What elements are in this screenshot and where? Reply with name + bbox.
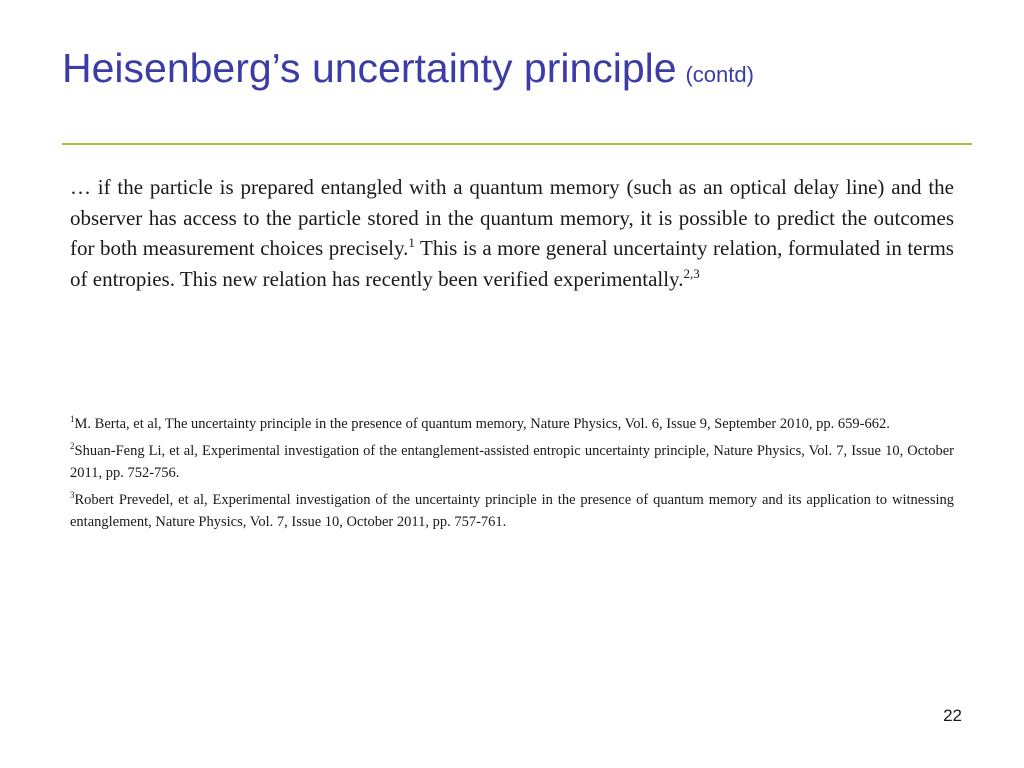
reference-marker: 1 <box>70 414 75 425</box>
body-paragraph <box>70 172 954 294</box>
reference-marker: 2 <box>70 441 75 452</box>
body-text-part-1: … if the particle is prepared entangled with a quantum memory (such as an optical delay line) and the observer has access to the particle stored in the quantum memory, it is possible to predict the outcomes for both measurement choices precisely. <box>70 175 954 261</box>
reference-item <box>70 489 954 533</box>
body-text-part-2: This is a more general uncertainty relation, formulated in terms of entropies. This new relation has recently been verified experimentally. <box>70 236 954 291</box>
reference-text: M. Berta, et al, The uncertainty principle in the presence of quantum memory, Nature Physics, Vol. 6, Issue 9, September 2010, pp. 659-662. <box>74 416 890 432</box>
title-underline-divider <box>62 143 972 145</box>
reference-marker: 3 <box>70 490 75 501</box>
slide-title-main: Heisenberg’s uncertainty principle <box>62 45 677 91</box>
reference-text: Shuan-Feng Li, et al, Experimental investigation of the entanglement-assisted entropic uncertainty principle, Nature Physics, Vol. 7, Issue 10, October 2011, pp. 752-756. <box>70 443 954 481</box>
citation-superscript-2-3: 2,3 <box>683 265 700 281</box>
references-list <box>70 413 954 538</box>
page-number: 22 <box>943 706 962 725</box>
citation-superscript-1: 1 <box>408 235 415 251</box>
slide-title-contd: (contd) <box>685 62 754 87</box>
slide-title <box>62 46 962 91</box>
reference-text: Robert Prevedel, et al, Experimental investigation of the uncertainty principle in the presence of quantum memory and its application to witnessing entanglement, Nature Physics, Vol. 7, Issue 10, October 2011, pp. 757-761. <box>70 492 954 530</box>
reference-item <box>70 440 954 484</box>
reference-item <box>70 413 954 435</box>
